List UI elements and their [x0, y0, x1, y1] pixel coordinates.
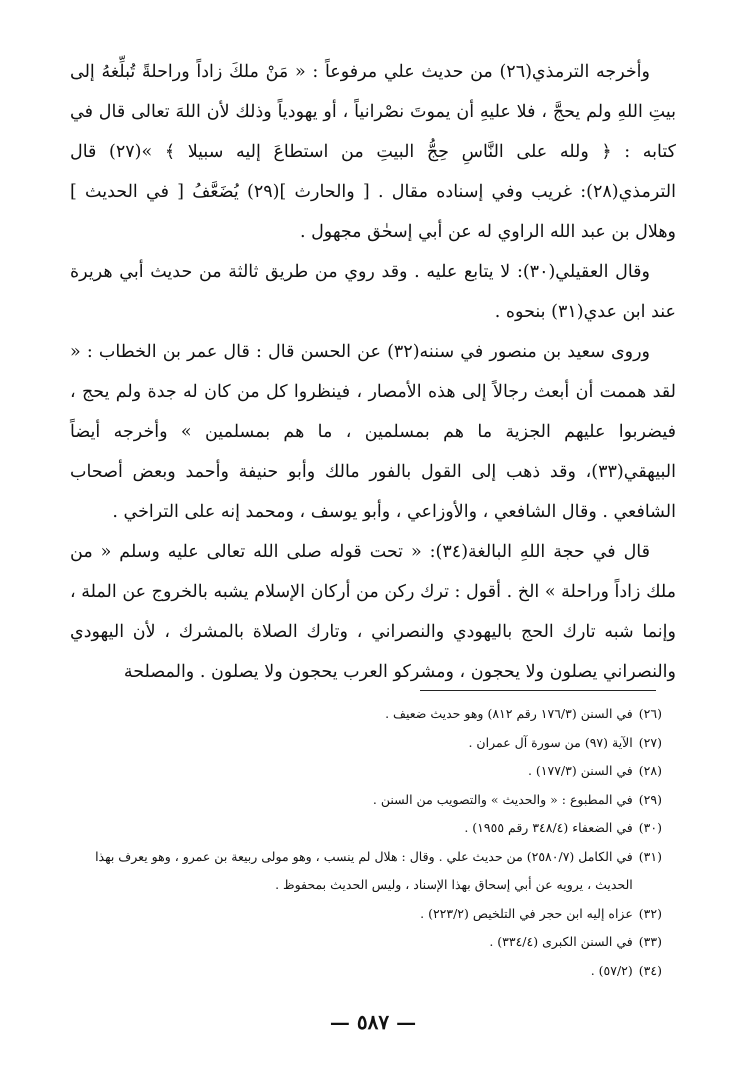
footnote-number: (٢٨) — [638, 763, 662, 778]
footnote-31 — [74, 843, 662, 900]
footnote-30 — [74, 814, 662, 843]
footnote-26 — [74, 700, 662, 729]
footnote-text: في الكامل (٢٥٨٠/٧) من حديث علي . وقال : هلال لم ينسب ، وهو مولى ربيعة بن عمرو ، وهو يعرف بهذا الحديث ، يرويه عن أبي إسحاق بهذا الإسناد ، وليس الحديث بمحفوظ . — [95, 848, 633, 892]
footnote-text: في الضعفاء (٣٤٨/٤ رقم ١٩٥٥) . — [464, 820, 633, 835]
paragraph-4: قال في حجة اللهِ البالغة(٣٤): « تحت قوله صلى الله تعالى عليه وسلم « من ملك زاداً وراحلة » الخ . أقول : ترك ركن من أركان الإسلام يشبه بالخروج عن الملة ، وإنما شبه تارك الحج باليهودي والنصراني ، وتارك الصلاة بالمشرك ، لأن اليهودي والنصراني يصلون ولا يحجون ، ومشركو العرب يحجون ولا يصلون . والمصلحة — [70, 542, 676, 682]
page-number: — ٥٨٧ — — [329, 1010, 417, 1034]
footnote-34 — [74, 957, 662, 986]
footnote-number: (٣٤) — [638, 962, 662, 978]
footnote-number: (٣٣) — [638, 934, 662, 949]
footnote-text: في السنن (١٧٧/٣) . — [527, 763, 633, 778]
main-text — [70, 52, 676, 692]
footnote-29 — [74, 786, 662, 815]
footnotes — [74, 700, 662, 985]
footnote-27 — [74, 729, 662, 758]
footnote-number: (٢٦) — [638, 706, 662, 721]
footnote-text: (٥٧/٢) . — [590, 962, 633, 978]
footnote-28 — [74, 757, 662, 786]
paragraph-2: وقال العقيلي(٣٠): لا يتابع عليه . وقد روي من طريق ثالثة من حديث أبي هريرة عند ابن عدي(٣١) بنحوه . — [70, 262, 676, 322]
footnote-text: في السنن الكبرى (٣٣٤/٤) . — [489, 934, 633, 949]
footnote-number: (٣٠) — [638, 820, 662, 835]
footnote-number: (٢٩) — [638, 791, 662, 807]
footnote-number: (٣١) — [638, 848, 662, 864]
footnote-number: (٣٢) — [638, 905, 662, 921]
footnote-text: عزاه إليه ابن حجر في التلخيص (٢٢٣/٢) . — [420, 905, 633, 921]
footnote-33 — [74, 928, 662, 957]
footnote-32 — [74, 900, 662, 929]
footnote-number: (٢٧) — [638, 734, 662, 750]
footnote-text: الآية (٩٧) من سورة آل عمران . — [468, 734, 633, 750]
paragraph-3: وروى سعيد بن منصور في سننه(٣٢) عن الحسن قال : قال عمر بن الخطاب : « لقد هممت أن أبعث رجالاً إلى هذه الأمصار ، فينظروا كل من كان له جدة ولم يحج ، فيضربوا عليهم الجزية ما هم بمسلمين ، ما هم بمسلمين » وأخرجه أيضاً البيهقي(٣٣)، وقد ذهب إلى القول بالفور مالك وأبو حنيفة وأحمد وبعض أصحاب الشافعي . وقال الشافعي ، والأوزاعي ، وأبو يوسف ، ومحمد إنه على التراخي . — [70, 342, 676, 522]
footnote-divider — [420, 690, 656, 691]
footnote-text: في السنن (١٧٦/٣ رقم ٨١٢) وهو حديث ضعيف . — [385, 706, 633, 721]
paragraph-1: وأخرجه الترمذي(٢٦) من حديث علي مرفوعاً : « مَنْ ملكَ زاداً وراحلةً تُبلِّغهُ إلى بيتِ اللهِ ولم يحجَّ ، فلا عليهِ أن يموتَ نصْرانياً ، أو يهودياً وذلك لأن اللهَ تعالى قال في كتابه : ﴿ ولله على النَّاسِ حِجُّ البيتِ من استطاعَ إليه سبيلا ﴾ »(٢٧) قال الترمذي(٢٨): غريب وفي إسناده مقال . [ والحارث ](٢٩) يُضَعَّفُ [ في الحديث ] وهلال بن عبد الله الراوي له عن أبي إسحٰق مجهول . — [70, 62, 676, 242]
footnote-text: في المطبوع : « والحديث » والتصويب من السنن . — [372, 791, 633, 807]
